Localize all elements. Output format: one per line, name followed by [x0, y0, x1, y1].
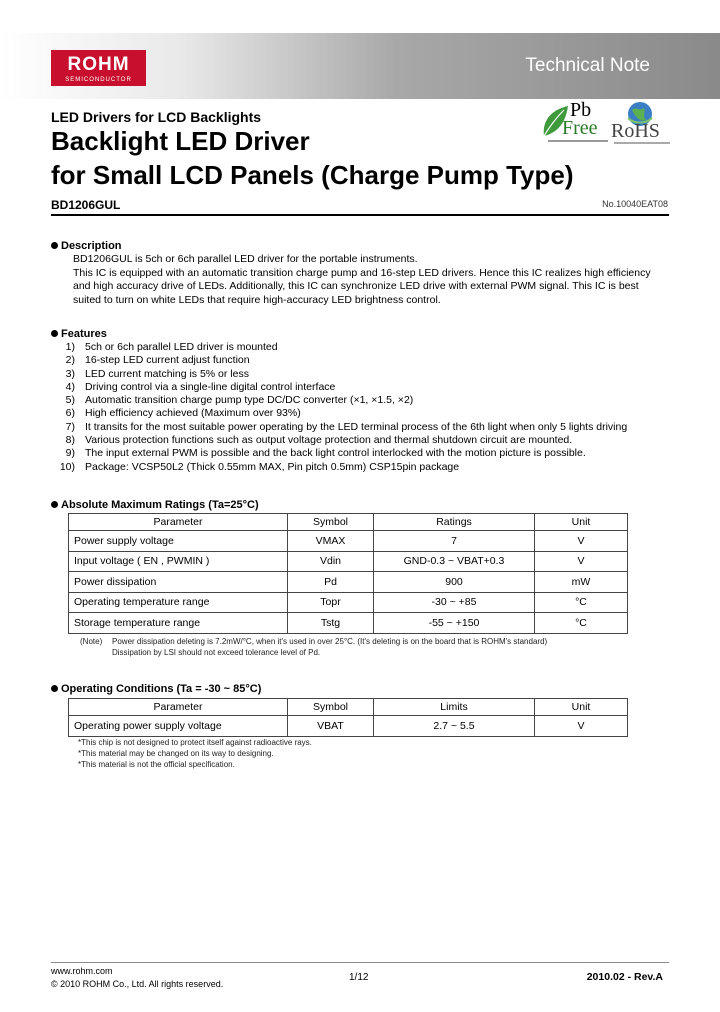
abs-max-table	[68, 513, 628, 634]
technical-note-label: Technical Note	[525, 55, 650, 76]
list-item: 2) 16-step LED current adjust function	[65, 354, 250, 367]
pb-free-badge	[540, 98, 605, 146]
column-header: Parameter	[69, 699, 288, 716]
list-item: 3) LED current matching is 5% or less	[65, 367, 249, 380]
abs-max-note-line: Dissipation by LSI should not exceed tolerance level of Pd.	[112, 648, 321, 657]
column-header: Parameter	[69, 514, 288, 531]
table-cell: 900	[374, 572, 535, 593]
description-heading-text: Description	[61, 240, 122, 252]
page-number: 1/12	[349, 972, 369, 983]
table-cell: mW	[535, 572, 628, 593]
bullet-icon	[51, 685, 58, 692]
table-cell: V	[535, 716, 628, 737]
document-category: LED Drivers for LCD Backlights	[51, 109, 262, 125]
table-cell: 2.7 ~ 5.5	[374, 716, 535, 737]
table-cell: Operating power supply voltage	[69, 716, 288, 737]
disclaimer-note: *This material may be changed on its way to designing.	[78, 749, 274, 758]
bullet-icon	[51, 330, 58, 337]
table-cell: Tstg	[288, 613, 374, 634]
list-item: 7) It transits for the most suitable power operating by the LED terminal process of the 6th light when only 5 lights driving	[65, 420, 628, 433]
table-cell: Input voltage ( EN , PWMIN )	[69, 551, 288, 572]
abs-max-heading-text: Absolute Maximum Ratings (Ta=25°C)	[61, 499, 259, 511]
table-cell: Power supply voltage	[69, 531, 288, 552]
disclaimer-note: *This material is not the official specification.	[78, 760, 235, 769]
free-text: Free	[562, 117, 598, 139]
list-item: 6) High efficiency achieved (Maximum over 93%)	[65, 407, 301, 420]
logo-sub: SEMICONDUCTOR	[65, 77, 132, 83]
table-row	[69, 531, 628, 552]
list-item: 5) Automatic transition charge pump type DC/DC converter (×1, ×1.5, ×2)	[65, 394, 414, 407]
description-line: suited to turn on white LEDs that require high-accuracy LED brightness control.	[73, 293, 441, 306]
page-title-line2: for Small LCD Panels (Charge Pump Type)	[51, 160, 574, 190]
header-rule	[51, 214, 669, 216]
pb-free-fineprint	[548, 140, 608, 142]
document-number: No.10040EAT08	[602, 199, 668, 209]
bullet-icon	[51, 501, 58, 508]
bullet-icon	[51, 242, 58, 249]
column-header: Ratings	[374, 514, 535, 531]
rohm-logo	[51, 50, 146, 86]
rohs-badge	[608, 98, 672, 148]
abs-max-heading	[51, 499, 259, 511]
abs-max-note-label: (Note)	[80, 637, 103, 646]
table-cell: V	[535, 531, 628, 552]
table-cell: 7	[374, 531, 535, 552]
table-cell: °C	[535, 592, 628, 613]
description-line: and high accuracy drive of LEDs. Additionally, this IC can synchronize LED drive with external PWM signal. This IC is best	[73, 280, 639, 292]
column-header: Symbol	[288, 514, 374, 531]
page-title-line1: Backlight LED Driver	[51, 126, 310, 156]
footer-rule	[51, 962, 669, 963]
description-body	[73, 253, 673, 307]
description-line: This IC is equipped with an automatic transition charge pump and 16-step LED drivers. Hence this IC realizes high efficiency	[73, 266, 651, 279]
logo-name: ROHM	[67, 54, 130, 75]
table-cell: -55 ~ +150	[374, 613, 535, 634]
features-heading	[51, 328, 107, 340]
op-cond-heading-text: Operating Conditions (Ta = -30 ~ 85°C)	[61, 683, 262, 695]
table-cell: Topr	[288, 592, 374, 613]
table-row	[69, 592, 628, 613]
table-cell: Power dissipation	[69, 572, 288, 593]
abs-max-note-line: Power dissipation deleting is 7.2mW/°C, when it's used in over 25°C. (It's deleting is on the board that is ROHM's standard)	[112, 637, 548, 646]
table-cell: Pd	[288, 572, 374, 593]
list-item: 10) Package: VCSP50L2 (Thick 0.55mm MAX, Pin pitch 0.5mm) CSP15pin package	[59, 460, 460, 473]
description-line: BD1206GUL is 5ch or 6ch parallel LED driver for the portable instruments.	[73, 253, 418, 265]
table-cell: Vdin	[288, 551, 374, 572]
table-cell: °C	[535, 613, 628, 634]
table-header-row	[69, 514, 628, 531]
list-item: 8) Various protection functions such as output voltage protection and thermal shutdown circuit are mounted.	[65, 434, 573, 447]
table-cell: Storage temperature range	[69, 613, 288, 634]
column-header: Unit	[535, 514, 628, 531]
revision-label: 2010.02 - Rev.A	[586, 971, 663, 983]
footer-url[interactable]: www.rohm.com	[51, 966, 113, 976]
table-header-row	[69, 699, 628, 716]
table-cell: Operating temperature range	[69, 592, 288, 613]
list-item: 9) The input external PWM is possible and the back light control interlocked with the motion picture is possible.	[65, 447, 586, 460]
list-item: 4) Driving control via a single-line digital control interface	[65, 380, 336, 393]
rohs-text: RoHS	[611, 120, 660, 142]
features-list	[48, 341, 627, 474]
list-item: 1) 5ch or 6ch parallel LED driver is mounted	[65, 341, 278, 353]
rohs-fineprint	[614, 142, 670, 144]
pb-text: Pb	[570, 99, 592, 121]
part-number: BD1206GUL	[51, 198, 121, 212]
table-cell: -30 ~ +85	[374, 592, 535, 613]
footer-copyright: © 2010 ROHM Co., Ltd. All rights reserved.	[51, 979, 224, 989]
table-cell: VBAT	[288, 716, 374, 737]
column-header: Symbol	[288, 699, 374, 716]
features-heading-text: Features	[61, 328, 107, 340]
column-header: Unit	[535, 699, 628, 716]
description-heading	[51, 240, 122, 252]
op-cond-table	[68, 698, 628, 737]
table-cell: V	[535, 551, 628, 572]
disclaimer-note: *This chip is not designed to protect itself against radioactive rays.	[78, 738, 312, 747]
table-row	[69, 613, 628, 634]
table-cell: GND-0.3 ~ VBAT+0.3	[374, 551, 535, 572]
table-cell: VMAX	[288, 531, 374, 552]
table-row	[69, 572, 628, 593]
table-row	[69, 716, 628, 737]
table-row	[69, 551, 628, 572]
op-cond-heading	[51, 683, 261, 695]
column-header: Limits	[374, 699, 535, 716]
